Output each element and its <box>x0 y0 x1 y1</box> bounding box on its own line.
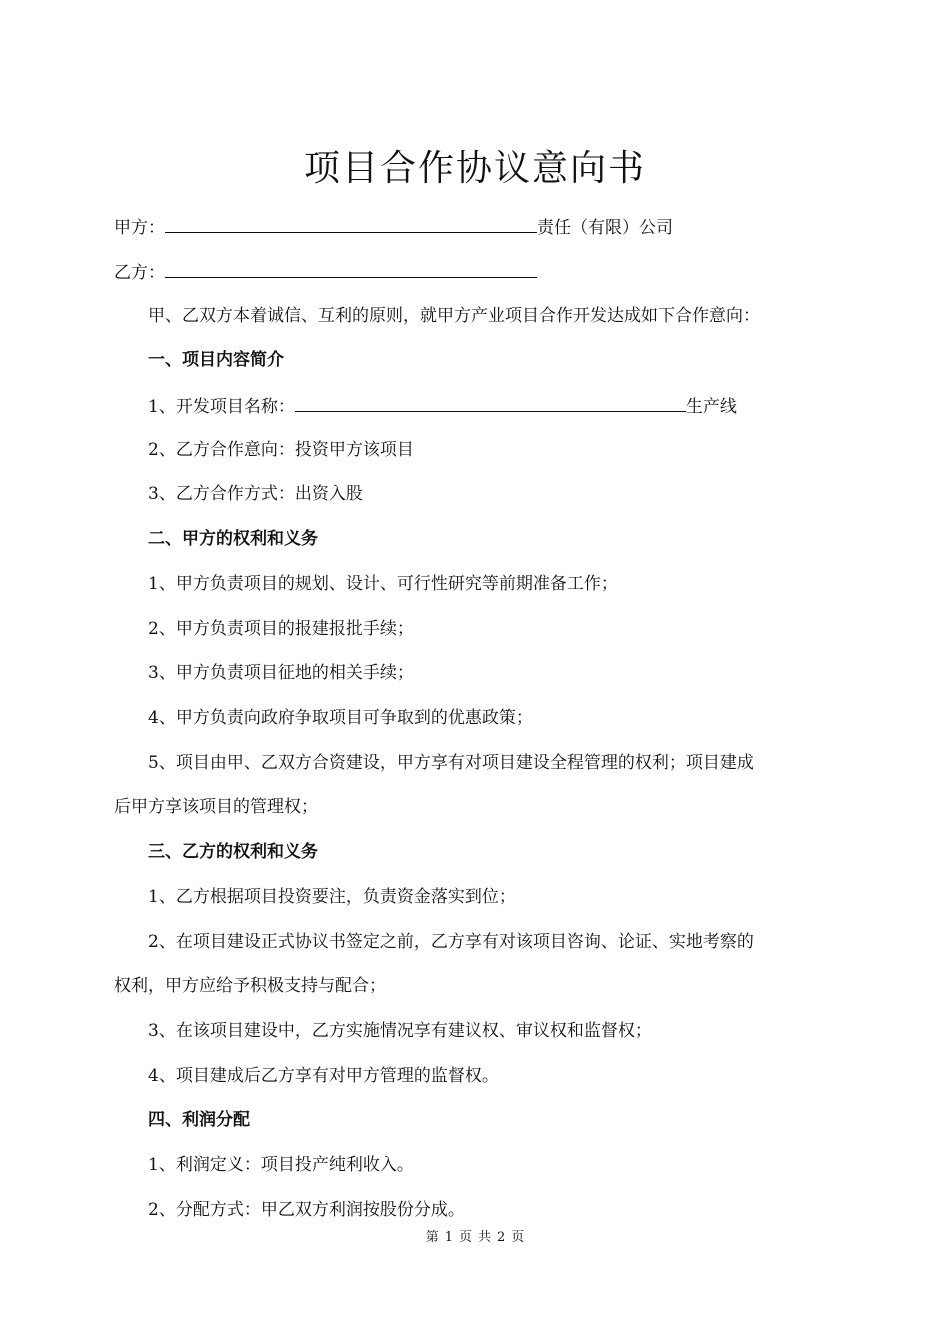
party-a-line <box>114 214 673 240</box>
section2-item4: 4、甲方负责向政府争取项目可争取到的优惠政策； <box>148 708 533 728</box>
project-name-suffix: 生产线 <box>685 397 737 417</box>
section3-item2-line2: 权利，甲方应给予积极支持与配合； <box>114 976 386 996</box>
section1-item3: 3、乙方合作方式：出资入股 <box>148 484 363 504</box>
project-name-blank[interactable] <box>295 393 686 412</box>
page-footer <box>0 1229 950 1247</box>
section2-heading: 二、甲方的权利和义务 <box>148 529 318 549</box>
project-name-label: 1、开发项目名称： <box>148 397 295 417</box>
footer-total-pages: 2 <box>497 1230 506 1245</box>
section3-item1: 1、乙方根据项目投资要注，负责资金落实到位； <box>148 887 516 907</box>
section3-item3: 3、在该项目建设中，乙方实施情况享有建议权、审议权和监督权； <box>148 1021 652 1041</box>
party-b-name-blank[interactable] <box>165 259 537 278</box>
section1-item2: 2、乙方合作意向：投资甲方该项目 <box>148 440 414 460</box>
section2-item1: 1、甲方负责项目的规划、设计、可行性研究等前期准备工作； <box>148 574 618 594</box>
footer-di: 第 <box>425 1230 439 1245</box>
section1-heading: 一、项目内容简介 <box>148 350 284 370</box>
party-b-line <box>114 259 537 285</box>
section4-item2: 2、分配方式：甲乙双方利润按股份分成。 <box>148 1200 465 1220</box>
section4-heading: 四、利润分配 <box>148 1110 250 1130</box>
section2-item5-line2: 后甲方享该项目的管理权； <box>114 797 318 817</box>
footer-ye2: 页 <box>511 1230 525 1245</box>
document-title: 项目合作协议意向书 <box>303 148 646 190</box>
section2-item2: 2、甲方负责项目的报建报批手续； <box>148 619 414 639</box>
section1-item1 <box>148 393 737 419</box>
section3-item4: 4、项目建成后乙方享有对甲方管理的监督权。 <box>148 1066 499 1086</box>
section2-item3: 3、甲方负责项目征地的相关手续； <box>148 663 414 683</box>
footer-page-number: 1 <box>444 1230 453 1245</box>
party-a-name-blank[interactable] <box>165 214 537 233</box>
party-b-label: 乙方： <box>114 263 165 283</box>
section3-heading: 三、乙方的权利和义务 <box>148 842 318 862</box>
intro-paragraph: 甲、乙双方本着诚信、互利的原则，就甲方产业项目合作开发达成如下合作意向： <box>148 306 760 326</box>
section3-item2-line1: 2、在项目建设正式协议书签定之前，乙方享有对该项目咨询、论证、实地考察的 <box>148 932 754 952</box>
section4-item1: 1、利润定义：项目投产纯利收入。 <box>148 1155 414 1175</box>
footer-ye1: 页 <box>458 1230 472 1245</box>
party-a-label: 甲方： <box>114 218 165 238</box>
footer-gong: 共 <box>478 1230 492 1245</box>
party-a-suffix: 责任（有限）公司 <box>537 218 673 238</box>
section2-item5-line1: 5、项目由甲、乙双方合资建设，甲方享有对项目建设全程管理的权利；项目建成 <box>148 753 754 773</box>
